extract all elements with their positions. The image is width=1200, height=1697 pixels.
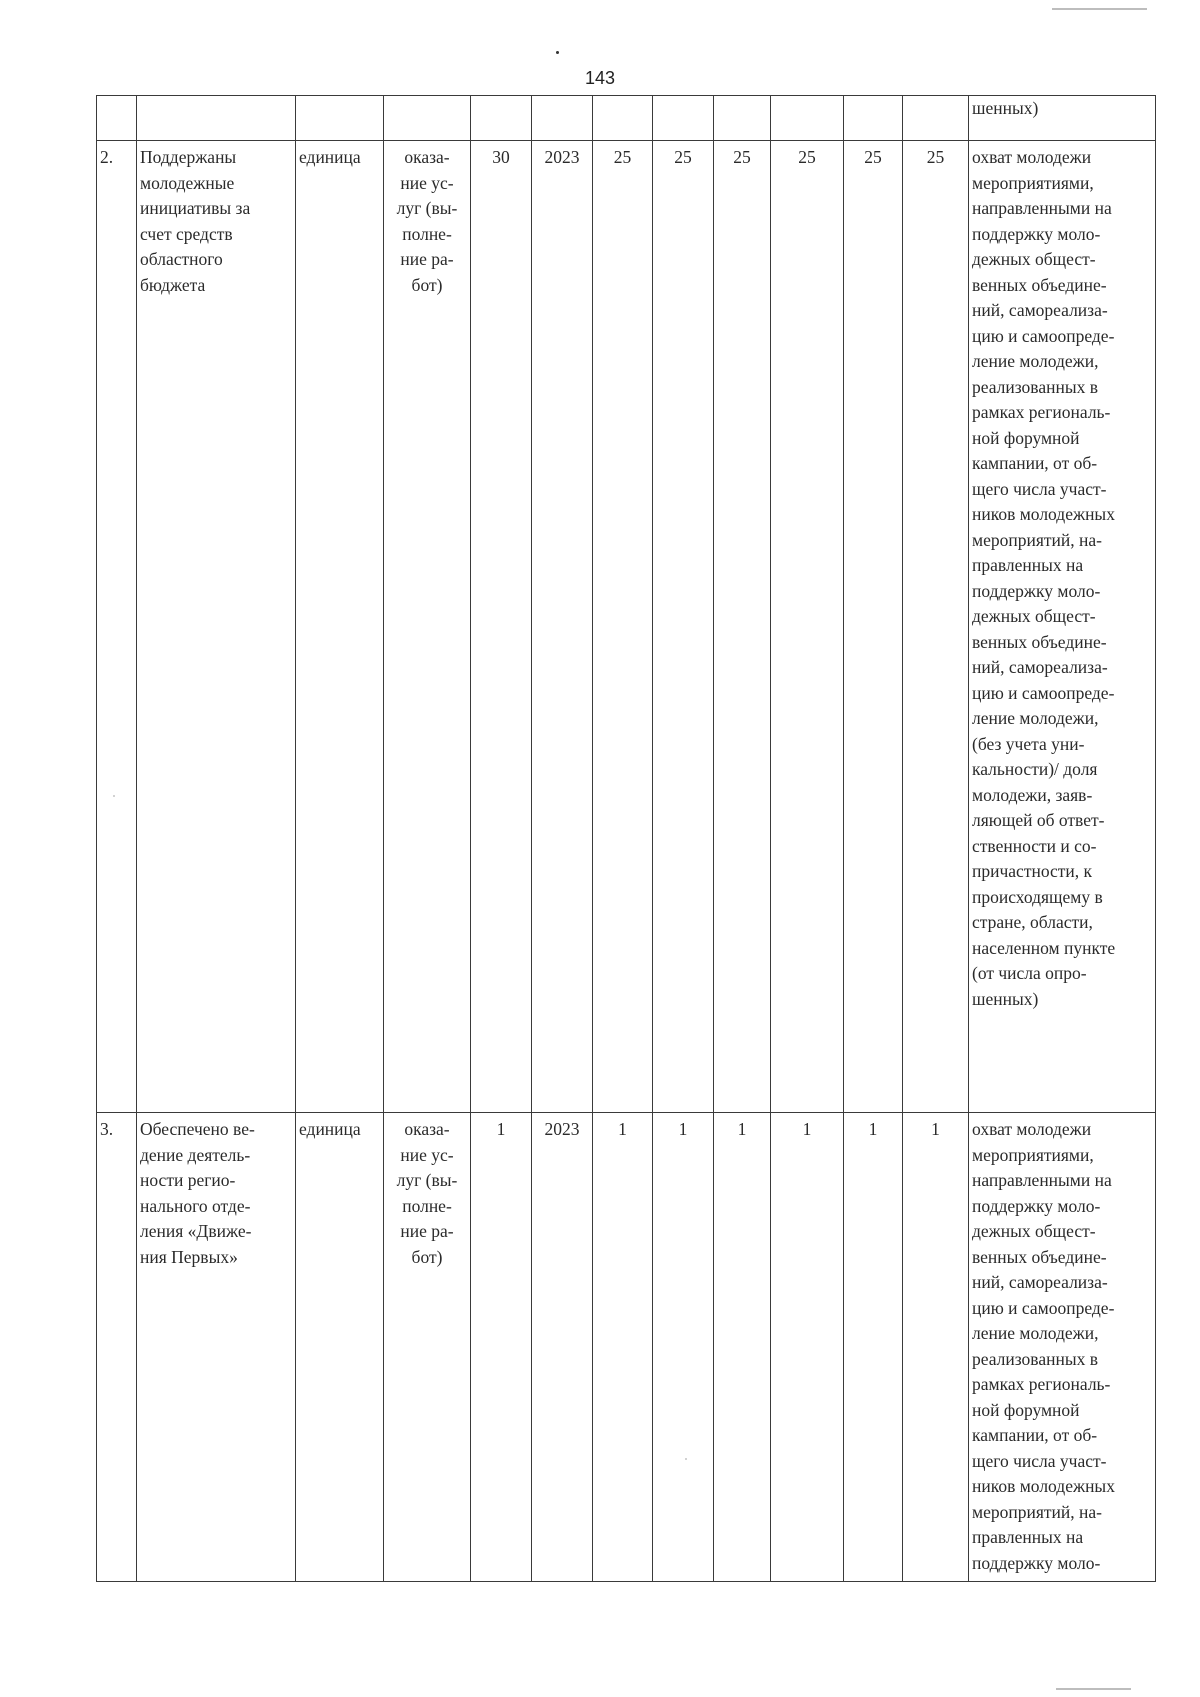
year-value-cell: 1 [771, 1113, 844, 1582]
table-cell [653, 96, 714, 141]
relation-cell: охват молодежи мероприятиями, направленными на поддержку моло- дежных общест- венных объедине- ний, самореализа- цию и самоопреде- ление молодежи, реализованных в рамках региональ- ной форумной кампании, от об- щего числа участ- ников молодежных мероприятий, на- правленных на поддержку моло- [969, 1113, 1156, 1582]
unit-cell: единица [296, 1113, 384, 1582]
table-row [97, 141, 1156, 1113]
year-value-cell: 1 [844, 1113, 903, 1582]
year-value-cell: 1 [714, 1113, 771, 1582]
year-value-cell: 25 [903, 141, 969, 1113]
year-value-cell: 1 [903, 1113, 969, 1582]
unit-cell: единица [296, 141, 384, 1113]
year-value-cell: 25 [844, 141, 903, 1113]
relation-continuation-cell: шенных) [969, 96, 1156, 141]
scan-dot [556, 51, 559, 54]
year-value-cell: 25 [653, 141, 714, 1113]
year-value-cell: 25 [593, 141, 653, 1113]
base-year-cell: 2023 [532, 141, 593, 1113]
table-cell [844, 96, 903, 141]
table-cell [471, 96, 532, 141]
base-value-cell: 1 [471, 1113, 532, 1582]
result-name-cell: Обеспечено ве- дение деятель- ности регио- нального отде- ления «Движе- ния Первых» [137, 1113, 296, 1582]
results-table [96, 95, 1156, 1582]
table-cell [137, 96, 296, 141]
relation-cell: охват молодежи мероприятиями, направленными на поддержку моло- дежных общест- венных объедине- ний, самореализа- цию и самоопреде- ление молодежи, реализованных в рамках региональ- ной форумной кампании, от об- щего числа участ- ников молодежных мероприятий, на- правленных на поддержку моло- дежных общест- венных объедине- ний, самореализа- цию и самоопреде- ление молодежи, (без учета уни- кальности)/ доля молодежи, заяв- ляющей об ответ- ственности и со- причастности, к происходящему в стране, области, населенном пункте (от числа опро- шенных) [969, 141, 1156, 1113]
table-cell [97, 96, 137, 141]
row-number-cell: 2. [97, 141, 137, 1113]
base-year-cell: 2023 [532, 1113, 593, 1582]
table-cell [771, 96, 844, 141]
year-value-cell: 1 [593, 1113, 653, 1582]
table-cell [714, 96, 771, 141]
table-cell [903, 96, 969, 141]
table-cell [384, 96, 471, 141]
year-value-cell: 25 [771, 141, 844, 1113]
table-row-continuation [97, 96, 1156, 141]
table-cell [593, 96, 653, 141]
scan-mark-bottom [1056, 1688, 1131, 1690]
scan-mark-top [1052, 8, 1147, 10]
table-row [97, 1113, 1156, 1582]
base-value-cell: 30 [471, 141, 532, 1113]
year-value-cell: 25 [714, 141, 771, 1113]
table-cell [296, 96, 384, 141]
year-value-cell: 1 [653, 1113, 714, 1582]
result-name-cell: Поддержаны молодежные инициативы за счет средств областного бюджета [137, 141, 296, 1113]
table-cell [532, 96, 593, 141]
row-number-cell: 3. [97, 1113, 137, 1582]
type-cell: оказа- ние ус- луг (вы- полне- ние ра- бот) [384, 1113, 471, 1582]
type-cell: оказа- ние ус- луг (вы- полне- ние ра- бот) [384, 141, 471, 1113]
page-number: 143 [584, 68, 616, 88]
